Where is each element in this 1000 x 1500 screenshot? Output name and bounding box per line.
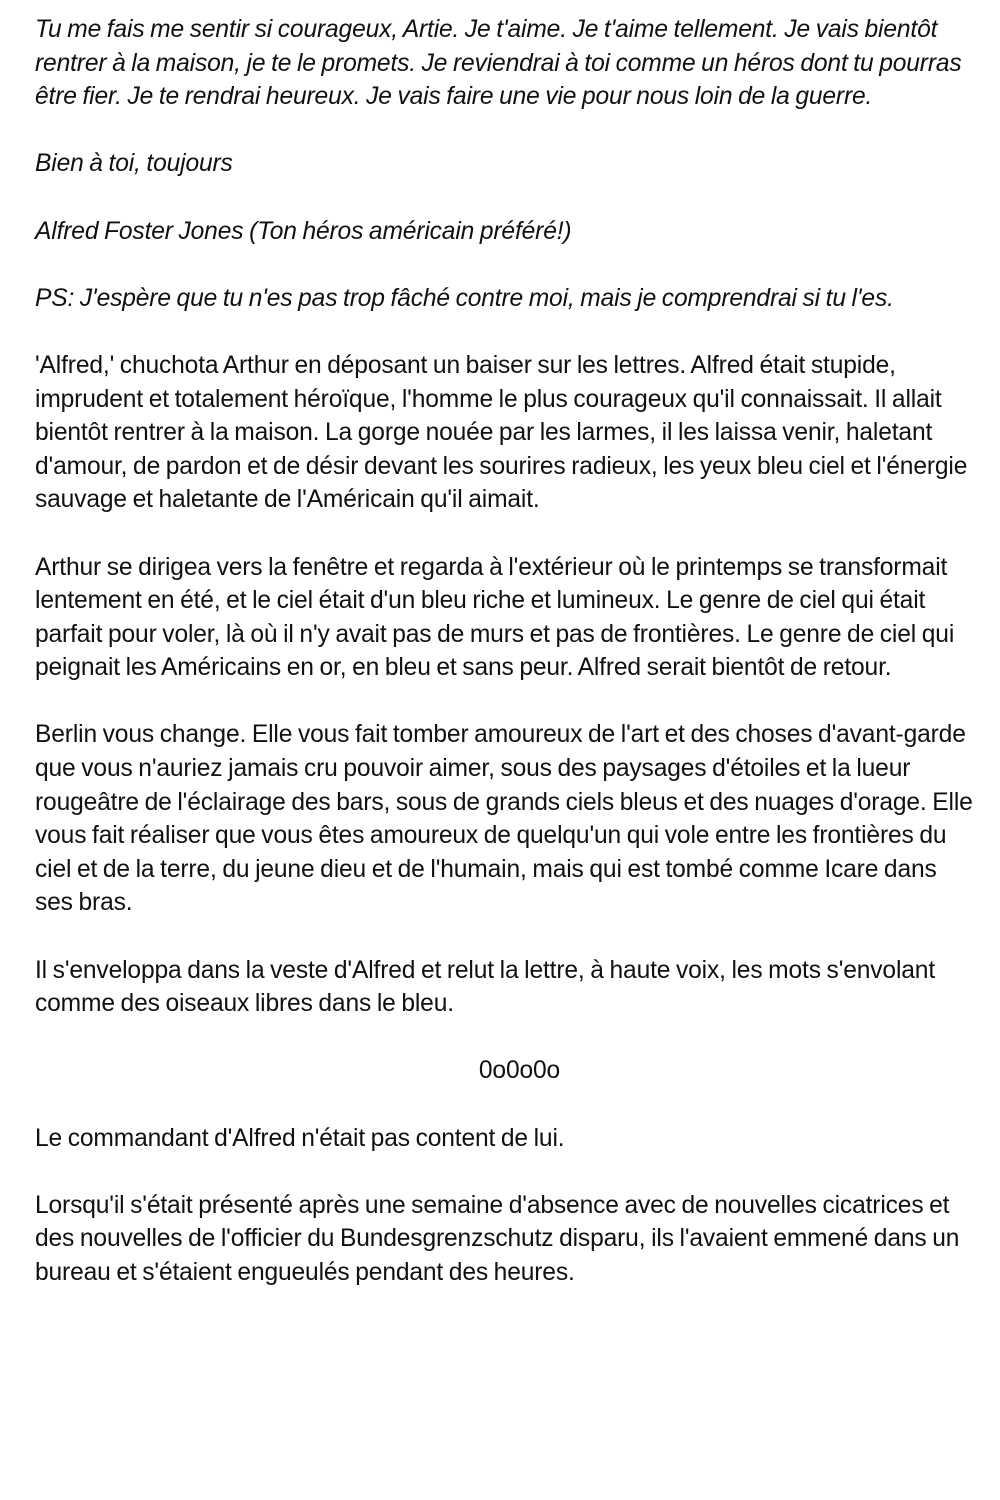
arthur-reaction-paragraph: 'Alfred,' chuchota Arthur en déposant un baiser sur les lettres. Alfred était stupide, imprudent et totalement héroïque, l'homme le plus courageux qu'il connaissait. Il allait bientôt rentrer à la maison. La gorge nouée par les larmes, il les laissa venir, haletant d'amour, de pardon et de désir devant les sourires radieux, les yeux bleu ciel et l'énergie sauvage et haletante de l'Américain qu'il aimait. — [35, 351, 968, 514]
letter-closing-paragraph: Tu me fais me sentir si courageux, Artie. Je t'aime. Je t'aime tellement. Je vais bientôt rentrer à la maison, je te le promets. Je reviendrai à toi comme un héros dont tu pourras être fier. Je te rendrai heureux. Je vais faire une vie pour nous loin de la guerre. — [35, 16, 962, 111]
berlin-paragraph: Berlin vous change. Elle vous fait tomber amoureux de l'art et des choses d'avant-garde que vous n'auriez jamais cru pouvoir aimer, sous des paysages d'étoiles et la lueur rougeâtre de l'éclairage des bars, sous de grands ciels bleus et des nuages d'orage. Elle vous fait réaliser que vous êtes amoureux de quelqu'un qui vole entre les frontières du ciel et de la terre, du jeune dieu et de l'humain, mais qui est tombé comme Icare dans ses bras. — [35, 721, 973, 917]
commander-paragraph: Le commandant d'Alfred n'était pas content de lui. — [35, 1124, 565, 1152]
reread-letter-paragraph: Il s'enveloppa dans la veste d'Alfred et relut la lettre, à haute voix, les mots s'envolant comme des oiseaux libres dans le bleu. — [35, 956, 936, 1018]
interrogation-paragraph: Lorsqu'il s'était présenté après une semaine d'absence avec de nouvelles cicatrices et des nouvelles de l'officier du Bundesgrenzschutz disparu, ils l'avaient emmené dans un bureau et s'étaient engueulés pendant des heures. — [35, 1191, 960, 1286]
sign-off-line: Bien à toi, toujours — [35, 150, 233, 178]
signature-line: Alfred Foster Jones (Ton héros américain préféré!) — [35, 217, 572, 245]
arthur-window-paragraph: Arthur se dirigea vers la fenêtre et regarda à l'extérieur où le printemps se transformait lentement en été, et le ciel était d'un bleu riche et lumineux. Le genre de ciel qui était parfait pour voler, là où il n'y avait pas de murs et pas de frontières. Le genre de ciel qui peignait les Américains en or, en bleu et sans peur. Alfred serait bientôt de retour. — [35, 553, 955, 682]
postscript-paragraph: PS: J'espère que tu n'es pas trop fâché contre moi, mais je comprendrai si tu l'es. — [35, 284, 894, 312]
section-separator: 0o0o0o — [478, 1057, 561, 1085]
